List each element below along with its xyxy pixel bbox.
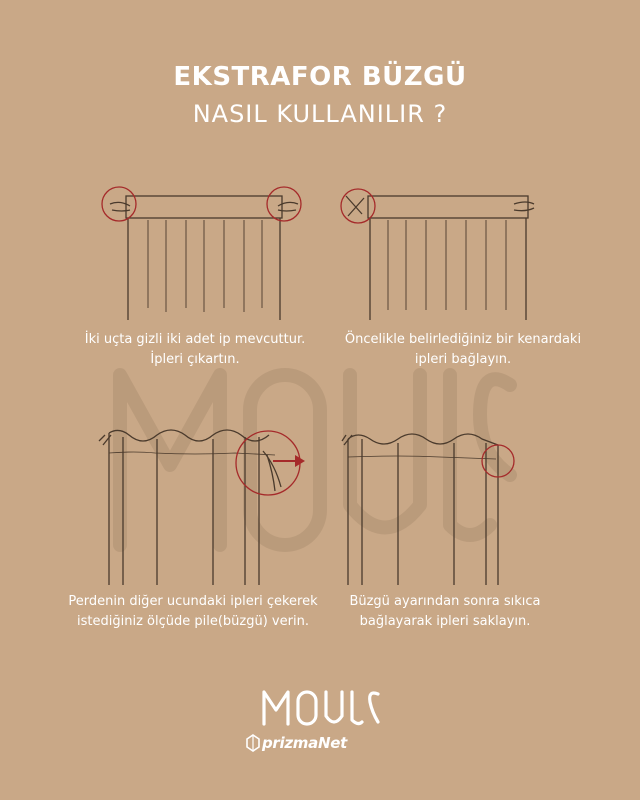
step-2-caption: Öncelikle belirlediğiniz bir kenardaki ipleri bağlayın. [344,332,582,367]
step-3-caption: Perdenin diğer ucundaki ipleri çekerek istediğiniz ölçüde pile(büzgü) verin. [68,594,318,629]
step-1-illustration [100,180,360,325]
step-1-caption: İki uçta gizli iki adet ip mevcuttur. İpleri çıkartın. [84,332,306,367]
page-subtitle: NASIL KULLANILIR ? [192,100,448,128]
brand-sub: prizmaNet [262,734,347,752]
step-3-illustration [95,425,355,590]
step-4-illustration [340,425,600,590]
prizmanet-icon [246,734,260,752]
page-title: EKSTRAFOR BÜZGÜ [173,62,467,92]
step-2-illustration [334,180,594,325]
step-4-caption: Büzgü ayarından sonra sıkıca bağlayarak ipleri saklayın. [349,594,541,629]
